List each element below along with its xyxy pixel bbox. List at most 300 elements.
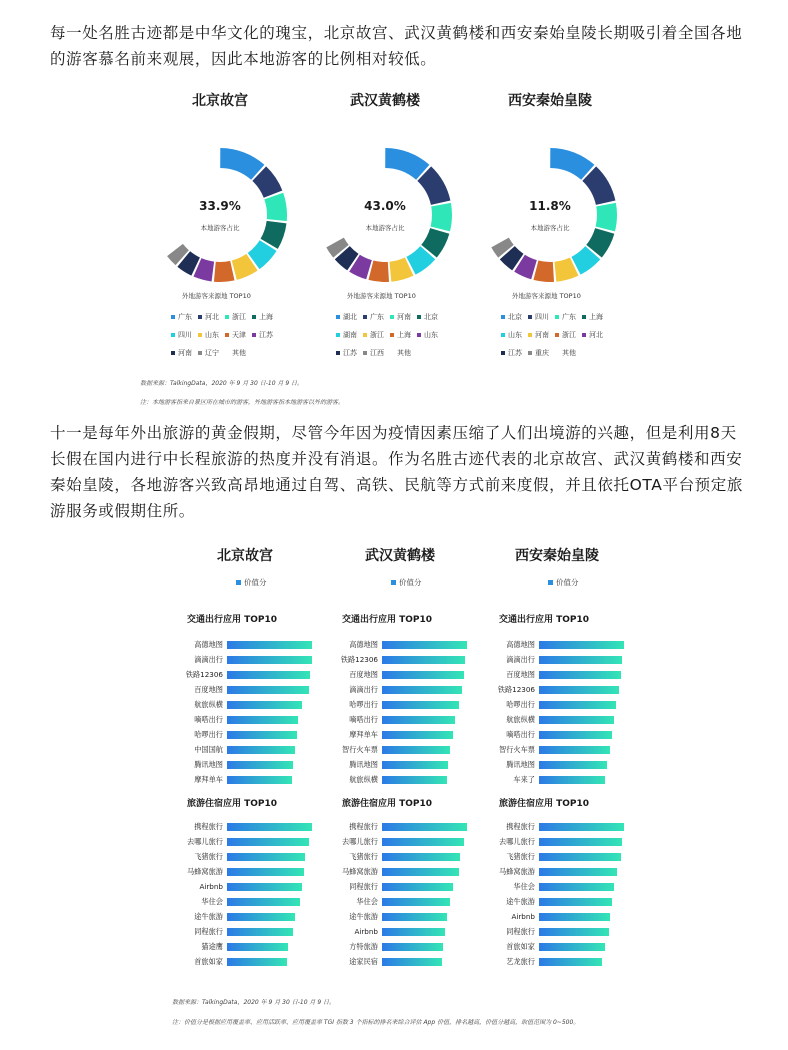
bar-row — [335, 909, 485, 924]
bar-label: 百度地图 — [506, 669, 535, 679]
bar — [539, 671, 621, 679]
legend-item — [225, 326, 246, 344]
bar-row — [180, 954, 330, 969]
bar — [382, 913, 447, 921]
bar-label: 携程旅行 — [194, 821, 223, 831]
donut-percent: 43.0% — [364, 198, 406, 213]
legend-swatch — [336, 351, 340, 355]
bar — [227, 671, 310, 679]
value-legend — [548, 577, 579, 588]
bar-label: 腾讯地图 — [349, 759, 378, 769]
bar — [227, 838, 309, 846]
bar-row — [180, 894, 330, 909]
legend-swatch — [501, 351, 505, 355]
bar-label: 艺龙旅行 — [506, 956, 535, 966]
bar — [382, 656, 465, 664]
bar-label: 华住会 — [356, 896, 378, 906]
legend-label: 上海 — [259, 313, 273, 321]
legend-swatch — [252, 315, 256, 319]
bar-label: 铁路12306 — [185, 669, 223, 679]
bar — [539, 943, 605, 951]
legend-item — [417, 308, 438, 326]
bar-row — [180, 864, 330, 879]
bar-label: 去哪儿旅行 — [187, 836, 223, 846]
value-legend — [391, 577, 422, 588]
bar — [539, 928, 609, 936]
bar-label: 腾讯地图 — [506, 759, 535, 769]
legend-swatch — [363, 333, 367, 337]
bar-label: 百度地图 — [194, 684, 223, 694]
bar-row — [335, 939, 485, 954]
bar-row — [180, 819, 330, 834]
legend-item — [555, 344, 576, 362]
legend-swatch — [555, 351, 559, 355]
bar-label: 航旅纵横 — [194, 699, 223, 709]
legend-label: 江苏 — [259, 331, 273, 339]
bar-label: 滴滴出行 — [506, 654, 535, 664]
legend-label: 江苏 — [343, 349, 357, 357]
bar-row — [335, 682, 485, 697]
legend-label: 天津 — [232, 331, 246, 339]
bar-row — [492, 834, 642, 849]
legend-swatch — [501, 333, 505, 337]
legend-swatch — [528, 351, 532, 355]
bar — [539, 853, 621, 861]
bar-row — [180, 924, 330, 939]
legend-swatch — [171, 315, 175, 319]
donut-center-label: 本地游客占比 — [365, 223, 405, 232]
bar-label: 华住会 — [201, 896, 223, 906]
bar — [539, 716, 614, 724]
bar-row — [180, 712, 330, 727]
bar-list — [180, 637, 330, 787]
bar-label: 途家民宿 — [349, 956, 378, 966]
bar-label: 途牛旅游 — [506, 896, 535, 906]
bar-section-title: 旅游住宿应用 TOP10 — [499, 799, 590, 809]
bar-label: 高德地图 — [194, 639, 223, 649]
legend-item — [225, 308, 246, 326]
legend-item — [198, 308, 219, 326]
legend-label: 其他 — [232, 349, 246, 357]
bar-label: 铁路12306 — [340, 654, 378, 664]
legend-item — [363, 326, 384, 344]
bar-label: 同程旅行 — [194, 926, 223, 936]
value-legend-label: 价值分 — [556, 578, 579, 587]
bar — [539, 883, 614, 891]
bar-label: 华住会 — [513, 881, 535, 891]
bar-row — [492, 727, 642, 742]
legend-label: 河南 — [178, 349, 192, 357]
bar-label: 摩拜单车 — [349, 729, 378, 739]
bar-chart-title: 武汉黄鹤楼 — [365, 548, 435, 564]
legend-item — [198, 326, 219, 344]
bar — [382, 731, 453, 739]
legend-swatch — [225, 351, 229, 355]
bar-row — [492, 924, 642, 939]
body-paragraph: 十一是每年外出旅游的黄金假期，尽管今年因为疫情因素压缩了人们出境游的兴趣，但是利用8天长假在国内进行中长程旅游的热度并没有消退。作为名胜古迹代表的北京故宫、武汉黄鹤楼和西安秦始皇陵，各地游客兴致高昂地通过自驾、高铁、民航等方式前来度假，并且依托OTA平台预定旅游服务或假期住所。 — [50, 424, 743, 520]
bar-row — [492, 772, 642, 787]
bar — [539, 686, 619, 694]
bar-section-title: 交通出行应用 TOP10 — [342, 615, 433, 625]
bar-row — [335, 879, 485, 894]
bar-label: 方特旅游 — [349, 941, 378, 951]
value-legend — [236, 577, 267, 588]
bar-section-title: 旅游住宿应用 TOP10 — [187, 799, 278, 809]
bar-label: 高德地图 — [506, 639, 535, 649]
legend-item — [390, 326, 411, 344]
bar — [539, 656, 622, 664]
legend-label: 广东 — [370, 313, 384, 321]
legend-label: 其他 — [562, 349, 576, 357]
donut-percent: 33.9% — [199, 198, 241, 213]
bar-row — [180, 682, 330, 697]
bar — [539, 731, 612, 739]
bar-label: 哈啰出行 — [506, 699, 535, 709]
donut-chart — [310, 140, 460, 290]
donut-title: 武汉黄鹤楼 — [350, 93, 420, 109]
bar-row — [492, 637, 642, 652]
legend-swatch — [363, 351, 367, 355]
legend-label: 河北 — [589, 331, 603, 339]
bar-remark-note: 注：价值分是根据应用覆盖率、应用活跃率、应用覆盖率 TGI 指数 3 个指标的排名来综合评估 App 价值，排名越高，价值分越高，取值范围为 0~500。 — [172, 1019, 580, 1026]
bar-row — [335, 894, 485, 909]
bar — [382, 943, 443, 951]
donut-center-label: 本地游客占比 — [200, 223, 240, 232]
legend-label: 广东 — [562, 313, 576, 321]
legend-swatch — [225, 333, 229, 337]
bar — [539, 913, 610, 921]
bar-row — [335, 667, 485, 682]
donut-legend — [336, 308, 456, 362]
bar — [539, 838, 622, 846]
legend-item — [363, 344, 384, 362]
bar-label: 首旅如家 — [194, 956, 223, 966]
bar-section-title: 交通出行应用 TOP10 — [499, 615, 590, 625]
bar-row — [180, 742, 330, 757]
bar-row — [335, 819, 485, 834]
legend-swatch — [582, 315, 586, 319]
bar-row — [335, 727, 485, 742]
value-legend-swatch — [391, 580, 396, 585]
bar-label: 航旅纵横 — [349, 774, 378, 784]
bar-row — [180, 652, 330, 667]
bar-section-title: 交通出行应用 TOP10 — [187, 615, 278, 625]
bar-list — [335, 819, 485, 969]
legend-swatch — [417, 315, 421, 319]
donut-chart — [475, 140, 625, 290]
legend-item — [252, 326, 273, 344]
legend-swatch — [390, 351, 394, 355]
legend-label: 湖北 — [343, 313, 357, 321]
bar-label: 百度地图 — [349, 669, 378, 679]
bar — [382, 883, 453, 891]
legend-item — [501, 326, 522, 344]
bar-row — [492, 939, 642, 954]
bar-row — [180, 667, 330, 682]
donut-chart — [145, 140, 295, 290]
legend-item — [501, 308, 522, 326]
legend-swatch — [582, 333, 586, 337]
bar-label: 高德地图 — [349, 639, 378, 649]
intro-paragraph: 每一处名胜古迹都是中华文化的瑰宝，北京故宫、武汉黄鹤楼和西安秦始皇陵长期吸引着全国各地的游客慕名前来观展，因此本地游客的比例相对较低。 — [50, 24, 743, 68]
bar — [539, 958, 602, 966]
bar-row — [335, 954, 485, 969]
bar-row — [180, 849, 330, 864]
bar-source-note: 数据来源：TalkingData，2020 年 9 月 30 日-10 月 9 日。 — [172, 999, 336, 1006]
bar-row — [180, 637, 330, 652]
legend-item — [528, 326, 549, 344]
bar-row — [492, 667, 642, 682]
legend-label: 其他 — [397, 349, 411, 357]
bar-label: 去哪儿旅行 — [342, 836, 378, 846]
bar-row — [335, 697, 485, 712]
legend-item — [582, 326, 603, 344]
legend-swatch — [501, 315, 505, 319]
bar-label: 马蜂窝旅游 — [342, 866, 378, 876]
legend-item — [252, 308, 273, 326]
bar — [382, 776, 447, 784]
bar — [382, 761, 448, 769]
bar — [539, 776, 605, 784]
bar-label: 滴滴出行 — [349, 684, 378, 694]
bar-section-title: 旅游住宿应用 TOP10 — [342, 799, 433, 809]
legend-swatch — [417, 333, 421, 337]
legend-swatch — [555, 315, 559, 319]
bar-label: 携程旅行 — [506, 821, 535, 831]
legend-label: 山东 — [205, 331, 219, 339]
bar — [227, 776, 292, 784]
donut-center-label: 本地游客占比 — [530, 223, 570, 232]
bar — [382, 958, 442, 966]
legend-item — [528, 308, 549, 326]
bar — [227, 731, 297, 739]
legend-item — [390, 308, 411, 326]
bar — [539, 641, 624, 649]
legend-item — [582, 308, 603, 326]
bar-row — [180, 834, 330, 849]
bar — [227, 958, 287, 966]
legend-item — [363, 308, 384, 326]
bar-chart-title: 西安秦始皇陵 — [515, 548, 599, 564]
bar-label: 飞猪旅行 — [349, 851, 378, 861]
legend-label: 北京 — [424, 313, 438, 321]
bar-row — [180, 879, 330, 894]
bar — [539, 868, 617, 876]
bar-chart-title: 北京故宫 — [217, 548, 273, 564]
bar-label: 飞猪旅行 — [506, 851, 535, 861]
legend-title: 外地游客来源地 TOP10 — [182, 292, 251, 300]
donut-legend — [171, 308, 291, 362]
bar-row — [180, 909, 330, 924]
legend-item — [555, 326, 576, 344]
bar — [382, 701, 459, 709]
bar-label: 嘀嗒出行 — [506, 729, 535, 739]
bar-list — [180, 819, 330, 969]
bar — [382, 716, 455, 724]
bar — [382, 686, 462, 694]
bar-row — [492, 879, 642, 894]
legend-swatch — [390, 333, 394, 337]
bar-label: 途牛旅游 — [194, 911, 223, 921]
legend-item — [336, 326, 357, 344]
bar-label: 首旅如家 — [506, 941, 535, 951]
legend-label: 上海 — [397, 331, 411, 339]
bar-label: 航旅纵横 — [506, 714, 535, 724]
bar — [382, 641, 467, 649]
bar — [227, 686, 309, 694]
donut-percent: 11.8% — [529, 198, 571, 213]
legend-label: 重庆 — [535, 349, 549, 357]
bar-label: 铁路12306 — [497, 684, 535, 694]
value-legend-label: 价值分 — [244, 578, 267, 587]
bar — [539, 746, 610, 754]
legend-item — [198, 344, 219, 362]
legend-swatch — [555, 333, 559, 337]
bar-row — [335, 652, 485, 667]
bar-row — [492, 742, 642, 757]
bar-row — [180, 697, 330, 712]
legend-swatch — [198, 333, 202, 337]
bar — [539, 701, 616, 709]
legend-label: 北京 — [508, 313, 522, 321]
bar-row — [335, 849, 485, 864]
bar-row — [180, 727, 330, 742]
legend-label: 四川 — [535, 313, 549, 321]
bar-label: 摩拜单车 — [194, 774, 223, 784]
legend-label: 山东 — [508, 331, 522, 339]
donut-title: 西安秦始皇陵 — [508, 93, 592, 109]
bar — [382, 671, 464, 679]
bar-row — [335, 772, 485, 787]
bar-row — [492, 652, 642, 667]
bar-label: 同程旅行 — [506, 926, 535, 936]
legend-swatch — [225, 315, 229, 319]
legend-label: 河南 — [397, 313, 411, 321]
bar-row — [180, 939, 330, 954]
bar-label: 哈啰出行 — [194, 729, 223, 739]
legend-label: 浙江 — [232, 313, 246, 321]
bar-label: 马蜂窝旅游 — [187, 866, 223, 876]
bar-row — [335, 637, 485, 652]
bar — [227, 943, 288, 951]
legend-swatch — [336, 315, 340, 319]
legend-label: 山东 — [424, 331, 438, 339]
bar-label: 腾讯地图 — [194, 759, 223, 769]
legend-swatch — [198, 351, 202, 355]
bar-label: 马蜂窝旅游 — [499, 866, 535, 876]
bar — [227, 898, 300, 906]
bar-label: 智行火车票 — [342, 744, 378, 754]
legend-item — [171, 344, 192, 362]
legend-label: 上海 — [589, 313, 603, 321]
donut-title: 北京故宫 — [192, 93, 248, 109]
legend-swatch — [528, 315, 532, 319]
legend-item — [555, 308, 576, 326]
bar — [227, 701, 302, 709]
bar-row — [492, 819, 642, 834]
legend-swatch — [171, 351, 175, 355]
bar-label: 同程旅行 — [349, 881, 378, 891]
legend-swatch — [528, 333, 532, 337]
legend-swatch — [171, 333, 175, 337]
legend-item — [501, 344, 522, 362]
bar-label: 嘀嗒出行 — [349, 714, 378, 724]
bar — [382, 928, 445, 936]
bar-row — [492, 849, 642, 864]
bar — [382, 823, 467, 831]
bar — [382, 838, 464, 846]
bar — [227, 641, 312, 649]
legend-item — [225, 344, 246, 362]
bar-label: Airbnb — [199, 882, 223, 891]
bar-row — [335, 834, 485, 849]
bar-label: 途牛旅游 — [349, 911, 378, 921]
bar — [227, 823, 312, 831]
bar — [382, 853, 460, 861]
bar — [539, 761, 607, 769]
bar — [227, 656, 312, 664]
legend-label: 浙江 — [370, 331, 384, 339]
bar — [382, 868, 459, 876]
legend-swatch — [363, 315, 367, 319]
bar-list — [492, 819, 642, 969]
legend-item — [336, 308, 357, 326]
legend-item — [417, 326, 438, 344]
legend-label: 浙江 — [562, 331, 576, 339]
legend-swatch — [336, 333, 340, 337]
legend-item — [336, 344, 357, 362]
bar — [227, 746, 295, 754]
bar-label: Airbnb — [354, 927, 378, 936]
value-legend-swatch — [548, 580, 553, 585]
bar-list — [492, 637, 642, 787]
donut-legend — [501, 308, 621, 362]
bar-row — [335, 924, 485, 939]
bar-row — [492, 757, 642, 772]
bar-label: 车来了 — [513, 774, 535, 784]
bar — [227, 928, 293, 936]
bar-row — [492, 697, 642, 712]
legend-label: 辽宁 — [205, 349, 219, 357]
legend-label: 湖南 — [343, 331, 357, 339]
donut-source-note: 数据来源：TalkingData，2020 年 9 月 30 日-10 月 9 日。 — [140, 380, 304, 387]
bar-row — [335, 712, 485, 727]
bar-row — [492, 864, 642, 879]
bar-row — [492, 682, 642, 697]
legend-item — [528, 344, 549, 362]
legend-label: 河南 — [535, 331, 549, 339]
bar — [227, 883, 302, 891]
bar-row — [180, 757, 330, 772]
legend-title: 外地游客来源地 TOP10 — [347, 292, 416, 300]
bar — [227, 868, 304, 876]
legend-label: 四川 — [178, 331, 192, 339]
bar — [227, 761, 293, 769]
bar-row — [335, 864, 485, 879]
bar — [382, 746, 450, 754]
bar-row — [492, 909, 642, 924]
bar-row — [492, 954, 642, 969]
bar-label: Airbnb — [511, 912, 535, 921]
legend-label: 江苏 — [508, 349, 522, 357]
bar — [227, 913, 295, 921]
bar-label: 中国国航 — [194, 744, 223, 754]
value-legend-label: 价值分 — [399, 578, 422, 587]
bar-row — [492, 894, 642, 909]
bar-row — [335, 742, 485, 757]
bar-label: 嘀嗒出行 — [194, 714, 223, 724]
bar-label: 哈啰出行 — [349, 699, 378, 709]
